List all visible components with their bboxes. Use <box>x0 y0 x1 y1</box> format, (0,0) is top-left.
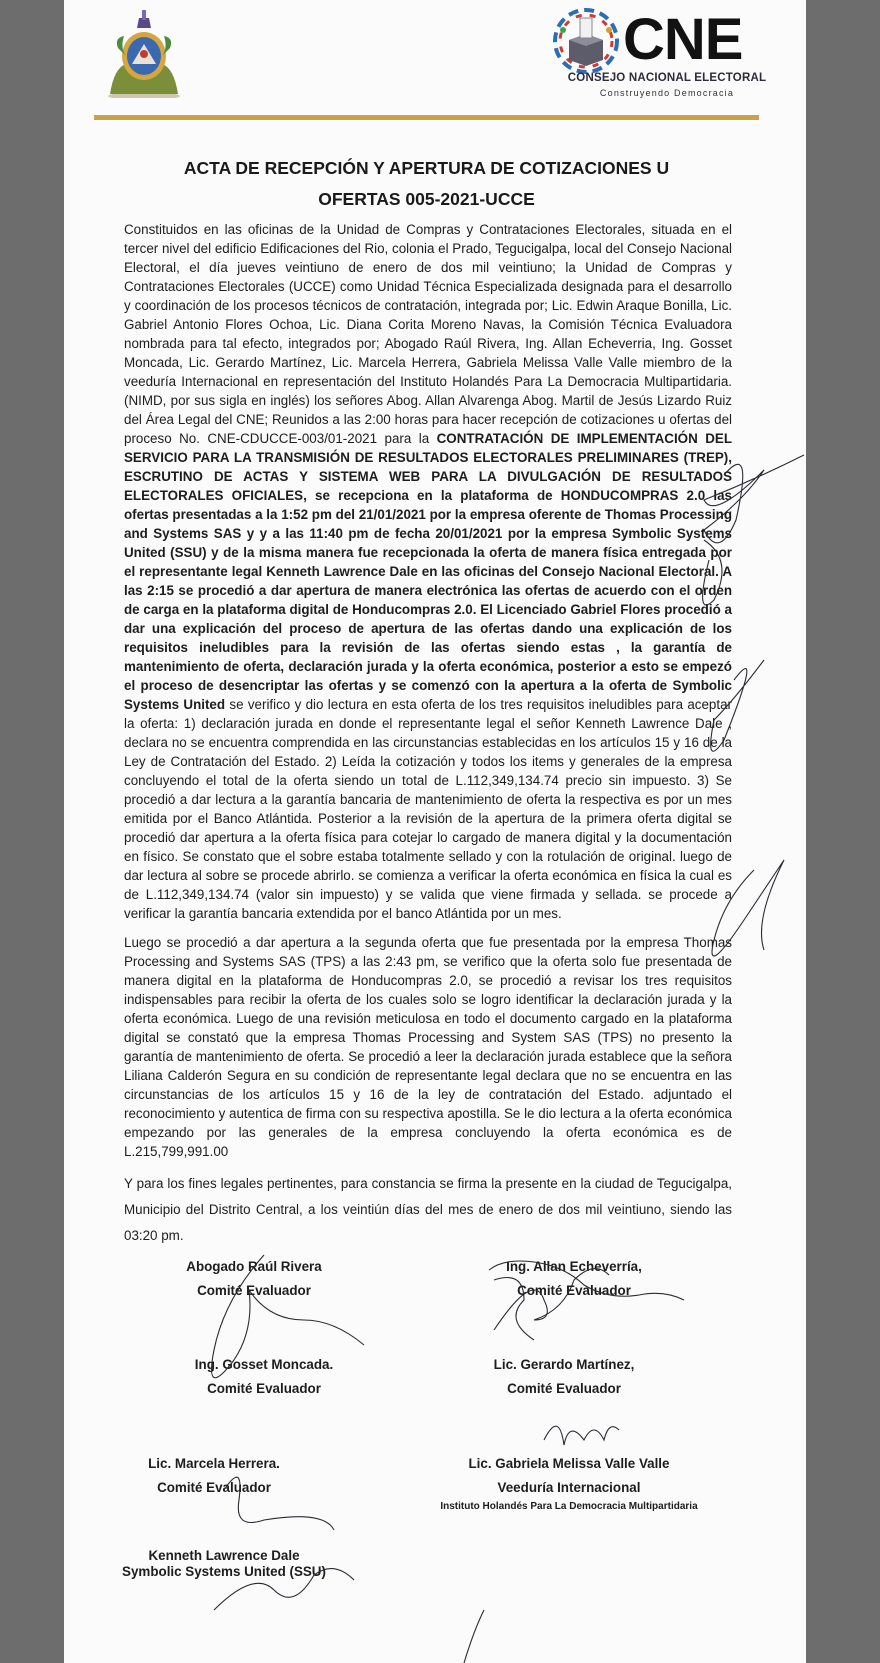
signatory-role: Comité Evaluador <box>207 1381 321 1396</box>
paragraph-1-intro: Constituidos en las oficinas de la Unidad de Compras y Contrataciones Electorales, situada en el tercer nivel del edificio Edificaciones del Rio, colonia el Prado, Tegucigalpa, local del Consejo Nacional Electoral, el día jueves veintiuno de enero de dos mil veintiuno; la Unidad de Compras y Contrataciones Electorales (UCCE) como Unidad Técnica Especializada designada para el desarrollo y coordinación de los procesos técnicos de contratación, integrada por; Lic. Edwin Araque Bonilla, Lic. Gabriel Antonio Flores Ochoa, Lic. Diana Corita Moreno Navas, la Comisión Técnica Evaluadora nombrada para tal efecto, integrados por; Abogado Raúl Rivera, Ing. Allan Echeverria, Ing. Gosset Moncada, Lic. Gerardo Martínez, Lic. Marcela Herrera, Gabriela Melissa Valle Valle miembro de la veeduría Internacional en representación del Instituto Holandés Para La Democracia Multipartidaria. (NIMD, por sus sigla en inglés) los señores Abog. Allan Alvarenga Abog. Martil de Jesús Lizardo Ruiz del Área Legal del CNE; Reunidos a las 2:00 horas para hacer recepción de cotizaciones u ofertas del proceso No. CNE-CDUCCE-003/01-2021 para la <box>124 222 732 446</box>
signatory-role: Comité Evaluador <box>517 1283 631 1298</box>
document-title <box>94 153 759 215</box>
signatory-role: Comité Evaluador <box>197 1283 311 1298</box>
title-line-2: OFERTAS 005-2021-UCCE <box>318 189 535 209</box>
signatory-name: Lic. Marcela Herrera. <box>148 1456 280 1471</box>
logo-org-name: CONSEJO NACIONAL ELECTORAL <box>567 72 767 84</box>
paragraph-1-rest: se verifico y dio lectura en esta oferta de los tres requisitos ineludibles para aceptar la oferta: 1) declaración jurada en donde el representante legal el señor Kenneth Lawrence Dale , declara no se encuentra comprendida en las circunstancias establecidas en los artículos 15 y 16 de la Ley de Contratación del Estado. 2) Leída la cotización y todos los items y generales de la empresa concluyendo el total de la oferta siendo un total de L.112,349,134.74 precio sin impuesto. 3) Se procedió a dar lectura a la garantía bancaria de mantenimiento de oferta la respectiva es por un mes emitida por el Banco Atlántida. Posterior a la revisión de la apertura de la primera oferta digital se procedió dar apertura a la oferta física para cotejar lo cargado de manera digital y la documentación en físico. Se constato que el sobre estaba totalmente sellado y con la rotulación de original. luego de dar lectura al sobre se procede abrirlo. se comienza a verificar la oferta económica en física la cual es de L.112,349,134.74 (valor sin impuesto) y se valida que viene firmada y sellada. se procede a verificar la garantía bancaria extendida por el banco Atlántida por un mes. <box>124 697 732 921</box>
signatory-valle-org: Instituto Holandés Para La Democracia Multipartidaria <box>440 1501 698 1512</box>
signatory-dale <box>104 1548 344 1580</box>
signatory-name: Ing. Gosset Moncada. <box>194 1357 334 1372</box>
signatory-herrera <box>124 1452 304 1500</box>
signatory-moncada <box>174 1353 354 1401</box>
signatory-role: Comité Evaluador <box>157 1480 271 1495</box>
header-rule <box>94 115 759 120</box>
signatory-name: Lic. Gabriela Melissa Valle Valle <box>468 1456 670 1471</box>
signatory-role: Symbolic Systems United (SSU) <box>122 1564 326 1579</box>
signatory-rivera <box>164 1255 344 1303</box>
title-line-1: ACTA DE RECEPCIÓN Y APERTURA DE COTIZACIONES U <box>183 158 670 178</box>
signatory-role: Veeduría Internacional <box>497 1480 641 1495</box>
logo-tagline: Construyendo Democracia <box>599 88 735 98</box>
paragraph-2: Luego se procedió a dar apertura a la segunda oferta que fue presentada por la empresa Thomas Processing and Systems SAS (TPS) a las 2:43 pm, se verifico que la oferta solo fue presentada de manera digital en la plataforma de Honducompras 2.0, se procedió a revisar los tres requisitos indispensables para recibir la oferta de los cuales solo se logro identificar la declaración jurada y la oferta económica. Luego de una revisión meticulosa en todo el documento cargado en la plataforma digital se constató que la empresa Thomas Processing and System SAS (TPS) no presento la garantía de mantenimiento de oferta. Se procedió a leer la declaración jurada establece que la señora Liliana Calderón Segura en su condición de representante legal declara que no se encuentra en las circunstancias de los artículos 15 y 16 de la ley de contratación del Estado. adjuntado el reconocimiento y autentica de firma con su respectiva apostilla. Se le dio lectura a la oferta económica empezando por las generales de la empresa concluyendo la oferta económica es de L.215,799,991.00 <box>124 935 732 1159</box>
logo-word: CNE <box>623 7 743 72</box>
signatory-echeverria <box>474 1255 674 1303</box>
signatory-martinez <box>464 1353 664 1401</box>
ballot-box-icon <box>551 6 621 76</box>
document-body <box>124 220 732 1259</box>
signatory-name: Abogado Raúl Rivera <box>186 1259 322 1274</box>
cne-logo <box>551 6 783 102</box>
signatory-name: Lic. Gerardo Martínez, <box>493 1357 635 1372</box>
document-page <box>64 0 806 1663</box>
paragraph-1 <box>124 220 732 923</box>
honduras-coat-of-arms-icon <box>104 8 184 98</box>
signatory-name: Kenneth Lawrence Dale <box>148 1548 300 1563</box>
signatory-role: Comité Evaluador <box>507 1381 621 1396</box>
signatory-name: Ing. Allan Echeverría, <box>506 1259 642 1274</box>
signatory-valle <box>444 1452 694 1500</box>
paragraph-1-bold: CONTRATACIÓN DE IMPLEMENTACIÓN DEL SERVICIO PARA LA TRANSMISIÓN DE RESULTADOS ELECTORALES PRELIMINARES (TREP), ESCRUTINO DE ACTAS Y SISTEMA WEB PARA LA DIVULGACIÓN DE RESULTADOS ELECTORALES OFICIALES, se recepciona en la plataforma de HONDUCOMPRAS 2.0 las ofertas presentadas a la 1:52 pm del 21/01/2021 por la empresa oferente de Thomas Processing and Systems SAS y y a las 11:40 pm de fecha 20/01/2021 por la empresa Symbolic Systems United (SSU) y de la misma manera fue recepcionada la oferta de manera física entregada por el representante legal Kenneth Lawrence Dale en las oficinas del Consejo Nacional Electoral. A las 2:15 se procedió a dar apertura de manera electrónica las ofertas de acuerdo con el orden de carga en la plataforma digital de Honducompras 2.0. El Licenciado Gabriel Flores procedió a dar una explicación del proceso de apertura de las ofertas dando una explicación de los requisitos ineludibles para la revisión de las ofertas siendo estas , la garantía de mantenimiento de oferta, declaración jurada y la oferta económica, posterior a esto se empezó el proceso de desencriptar las ofertas y se comenzó con la apertura a la oferta de Symbolic Systems United <box>124 431 732 712</box>
paragraph-3: Y para los fines legales pertinentes, para constancia se firma la presente en la ciudad de Tegucigalpa, Municipio del Distrito Central, a los veintiún días del mes de enero de dos mil veintiuno, siendo las 03:20 pm. <box>124 1176 732 1243</box>
